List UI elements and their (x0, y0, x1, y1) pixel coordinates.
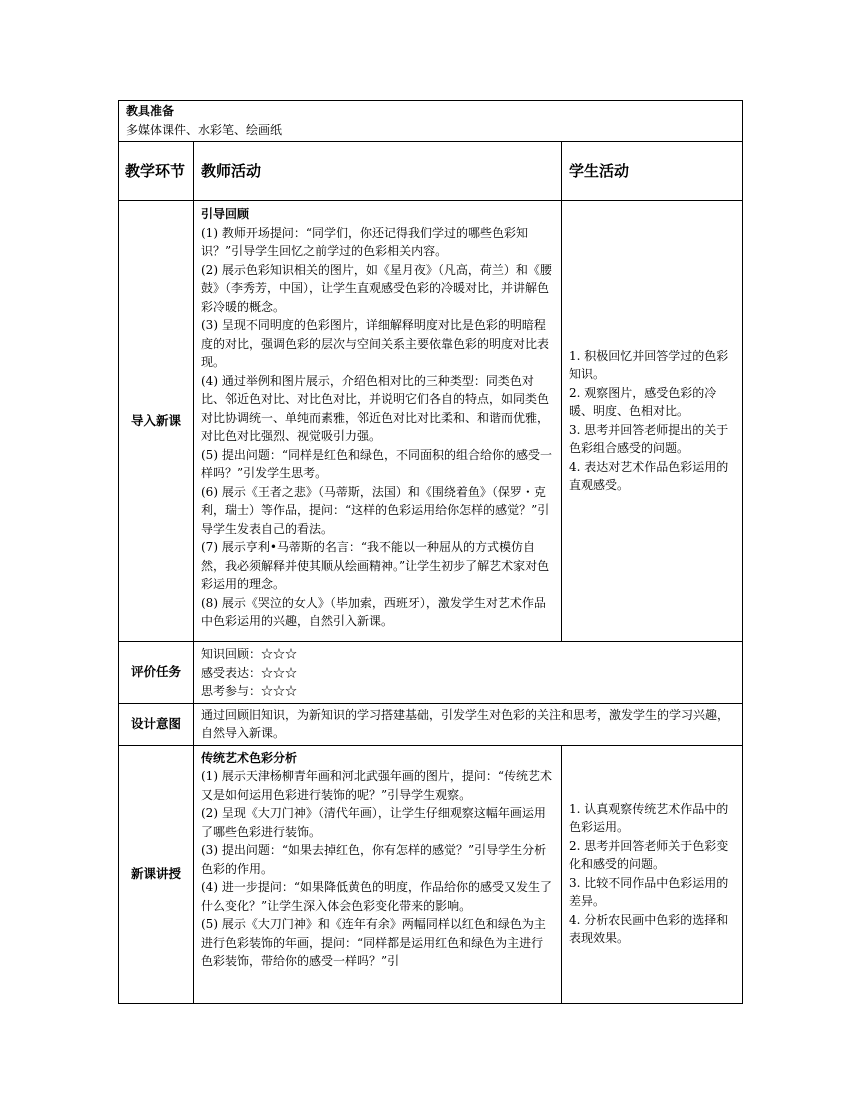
design-label: 设计意图 (119, 703, 194, 745)
teacher-item: (5) 提出问题：“同样是红色和绿色，不同面积的组合给你的感受一样吗？”引发学生思考。 (201, 447, 552, 480)
header-teacher: 教师活动 (194, 142, 562, 201)
new-lesson-teacher-cell (194, 745, 562, 1003)
student-item: 3. 比较不同作品中色彩运用的差异。 (569, 875, 729, 908)
prep-content: 多媒体课件、水彩笔、绘画纸 (126, 122, 283, 137)
prep-row (119, 101, 743, 142)
intro-label: 导入新课 (119, 201, 194, 642)
teacher-item: (3) 呈现不同明度的色彩图片，详细解释明度对比是色彩的明暗程度的对比，强调色彩的层次与空间关系主要依靠色彩的明度对比表现。 (201, 318, 550, 369)
teacher-item: (6) 展示《王者之悲》（马蒂斯，法国）和《围绕着鱼》（保罗・克利，瑞士）等作品，提问：“这样的色彩运用给你怎样的感觉？”引导学生发表自己的看法。 (201, 484, 550, 536)
teacher-item: (2) 展示色彩知识相关的图片，如《星月夜》（凡高，荷兰）和《腰鼓》（李秀芳，中国），让学生直观感受色彩的冷暖对比，并讲解色彩冷暖的概念。 (201, 262, 552, 314)
prep-title: 教具准备 (126, 104, 175, 118)
header-student: 学生活动 (562, 142, 743, 201)
teacher-item: (8) 展示《哭泣的女人》（毕加索，西班牙），激发学生对艺术作品中色彩运用的兴趣，自然引入新课。 (201, 595, 546, 628)
teacher-item: (1) 教师开场提问：“同学们，你还记得我们学过的哪些色彩知识？”引导学生回忆之前学过的色彩相关内容。 (201, 225, 528, 258)
student-item: 2. 思考并回答老师关于色彩变化和感受的问题。 (569, 838, 729, 871)
new-lesson-student-cell (562, 745, 743, 1003)
student-item: 3. 思考并回答老师提出的关于色彩组合感受的问题。 (569, 422, 729, 455)
new-lesson-row (119, 745, 743, 1003)
design-cell (194, 703, 743, 745)
teacher-item: (4) 进一步提问：“如果降低黄色的明度，作品给你的感受又发生了什么变化？”让学生深入体会色彩变化带来的影响。 (201, 880, 552, 913)
new-lesson-section-title: 传统艺术色彩分析 (201, 750, 298, 765)
teacher-item: (2) 呈现《大刀门神》（清代年画），让学生仔细观察这幅年画运用了哪些色彩进行装饰。 (201, 806, 546, 839)
teacher-item: (3) 提出问题：“如果去掉红色，你有怎样的感觉？”引导学生分析色彩的作用。 (201, 843, 547, 876)
intro-row (119, 201, 743, 642)
evaluation-item: 知识回顾：☆☆☆ (201, 647, 298, 661)
lesson-plan-table (118, 100, 743, 1004)
evaluation-label: 评价任务 (119, 642, 194, 704)
lesson-plan-page (118, 100, 742, 1004)
evaluation-item: 感受表达：☆☆☆ (201, 665, 298, 680)
header-row (119, 142, 743, 201)
evaluation-row (119, 642, 743, 704)
design-content: 通过回顾旧知识，为新知识的学习搭建基础，引发学生对色彩的关注和思考，激发学生的学习兴趣，自然导入新课。 (201, 707, 730, 740)
evaluation-cell (194, 642, 743, 704)
student-item: 1. 认真观察传统艺术作品中的色彩运用。 (569, 801, 729, 834)
teacher-item: (1) 展示天津杨柳青年画和河北武强年画的图片，提问：“传统艺术又是如何运用色彩进行装饰的呢？”引导学生观察。 (201, 769, 552, 802)
evaluation-item: 思考参与：☆☆☆ (201, 684, 298, 698)
prep-cell (119, 101, 743, 142)
new-lesson-label: 新课讲授 (119, 745, 194, 1003)
teacher-item: (7) 展示亨利•马蒂斯的名言：“我不能以一种屈从的方式模仿自然，我必须解释并使其顺从绘画精神。”让学生初步了解艺术家对色彩运用的理念。 (201, 540, 550, 591)
teacher-item: (4) 通过举例和图片展示，介绍色相对比的三种类型：同类色对比、邻近色对比、对比色对比，并说明它们各自的特点，如同类色对比协调统一、单纯而素雅，邻近色对比对比柔和、和谐而优雅，对比色对比强烈、视觉吸引力强。 (201, 373, 550, 443)
teacher-item: (5) 展示《大刀门神》和《连年有余》两幅同样以红色和绿色为主进行色彩装饰的年画，提问：“同样都是运用红色和绿色为主进行色彩装饰，带给你的感受一样吗？”引 (201, 917, 546, 968)
header-stage: 教学环节 (119, 142, 194, 201)
student-item: 1. 积极回忆并回答学过的色彩知识。 (569, 348, 729, 381)
intro-teacher-cell (194, 201, 562, 642)
intro-student-cell (562, 201, 743, 642)
intro-section-title: 引导回顾 (201, 207, 250, 221)
student-item: 4. 表达对艺术作品色彩运用的直观感受。 (569, 459, 729, 492)
student-item: 2. 观察图片，感受色彩的冷暖、明度、色相对比。 (569, 385, 717, 418)
design-row (119, 703, 743, 745)
student-item: 4. 分析农民画中色彩的选择和表现效果。 (569, 912, 729, 945)
